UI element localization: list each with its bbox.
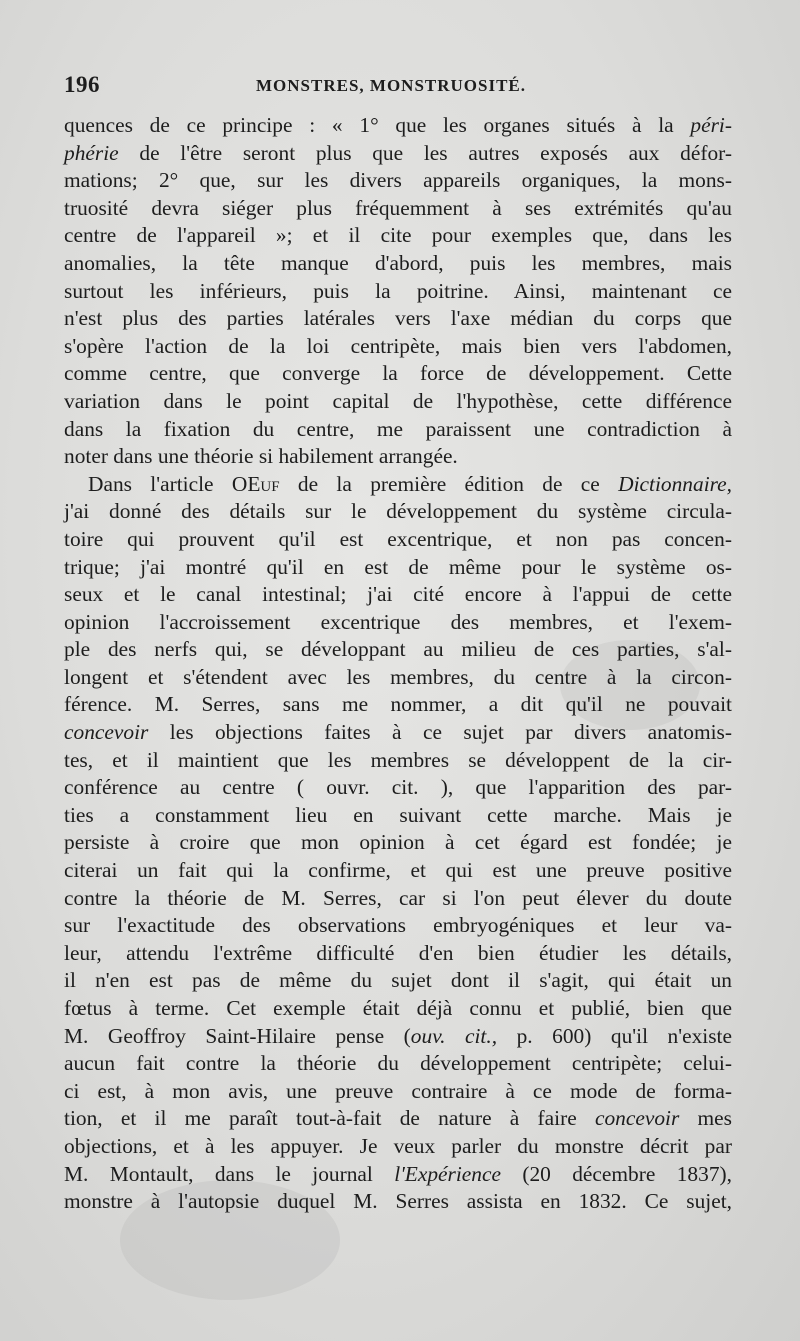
text-line: j'ai donné des détails sur le développement du système circula- — [64, 499, 732, 524]
text-line: quences de ce principe : « 1° que les organes situés à la péri- — [64, 113, 732, 137]
text-line: tion, et il me paraît tout-à-fait de nature à faire concevoir mes — [64, 1106, 733, 1131]
text-line: seux et le canal intestinal; j'ai cité encore à l'appui de cette — [64, 582, 732, 607]
running-title: MONSTRES, MONSTRUOSITÉ. — [256, 76, 527, 95]
page-number: 196 — [64, 72, 100, 97]
text-line: conférence au centre ( ouvr. cit. ), que l'apparition des par- — [64, 775, 732, 800]
text-line: concevoir les objections faites à ce sujet par divers anatomis- — [64, 720, 732, 745]
text-line: noter dans une théorie si habilement arrangée. — [64, 444, 458, 469]
text-line: comme centre, que converge la force de développement. Cette — [64, 361, 732, 386]
text-line: objections, et à les appuyer. Je veux parler du monstre décrit par — [64, 1133, 732, 1158]
text-line: ci est, à mon avis, une preuve contraire à ce mode de forma- — [64, 1078, 732, 1103]
text-line: contre la théorie de M. Serres, car si l'on peut élever du doute — [64, 885, 732, 910]
text-line: il n'en est pas de même du sujet dont il s'agit, qui était un — [64, 968, 732, 993]
text-line: férence. M. Serres, sans me nommer, a dit qu'il ne pouvait — [64, 692, 732, 717]
text-line: aucun fait contre la théorie du développement centripète; celui- — [64, 1051, 732, 1076]
text-line: Dans l'article OEuf de la première édition de ce Dictionnaire, — [88, 471, 733, 496]
text-line: ties a constamment lieu en suivant cette marche. Mais je — [64, 802, 732, 827]
text-line: leur, attendu l'extrême difficulté d'en bien étudier les détails, — [64, 940, 732, 965]
text-line: M. Geoffroy Saint-Hilaire pense (ouv. cit., p. 600) qu'il n'existe — [64, 1023, 732, 1048]
text-line: monstre à l'autopsie duquel M. Serres assista en 1832. Ce sujet, — [64, 1189, 732, 1214]
text-line: phérie de l'être seront plus que les autres exposés aux défor- — [64, 140, 732, 165]
text-line: s'opère l'action de la loi centripète, mais bien vers l'abdomen, — [64, 333, 732, 358]
text-line: toire qui prouvent qu'il est excentrique, et non pas concen- — [64, 526, 732, 551]
text-line: anomalies, la tête manque d'abord, puis les membres, mais — [64, 250, 732, 275]
text-line: M. Montault, dans le journal l'Expérience (20 décembre 1837), — [64, 1161, 732, 1186]
text-line: opinion l'accroissement excentrique des membres, et l'exem- — [64, 609, 732, 634]
text-line: tes, et il maintient que les membres se développent de la cir- — [64, 747, 732, 772]
text-line: trique; j'ai montré qu'il en est de même pour le système os- — [64, 554, 732, 579]
text-line: centre de l'appareil »; et il cite pour exemples que, dans les — [64, 223, 732, 248]
text-line: fœtus à terme. Cet exemple était déjà connu et publié, bien que — [64, 996, 732, 1020]
text-line: citerai un fait qui la confirme, et qui est une preuve positive — [64, 858, 732, 883]
text-line: truosité devra siéger plus fréquemment à ses extrémités qu'au — [64, 195, 732, 220]
page-header — [64, 72, 734, 102]
text-line: variation dans le point capital de l'hypothèse, cette différence — [64, 388, 732, 413]
text-line: dans la fixation du centre, me paraissent une contradiction à — [64, 416, 732, 441]
text-line: sur l'exactitude des observations embryogéniques et leur va- — [64, 913, 732, 938]
text-line: n'est plus des parties latérales vers l'axe médian du corps que — [64, 306, 732, 331]
body-text — [64, 112, 732, 1216]
text-line: mations; 2° que, sur les divers appareils organiques, la mons- — [64, 168, 732, 193]
text-line: surtout les inférieurs, puis la poitrine. Ainsi, maintenant ce — [64, 278, 732, 303]
text-line: persiste à croire que mon opinion à cet égard est fondée; je — [64, 830, 732, 855]
text-line: longent et s'étendent avec les membres, du centre à la circon- — [64, 664, 732, 689]
text-line: ple des nerfs qui, se développant au milieu de ces parties, s'al- — [64, 637, 732, 662]
